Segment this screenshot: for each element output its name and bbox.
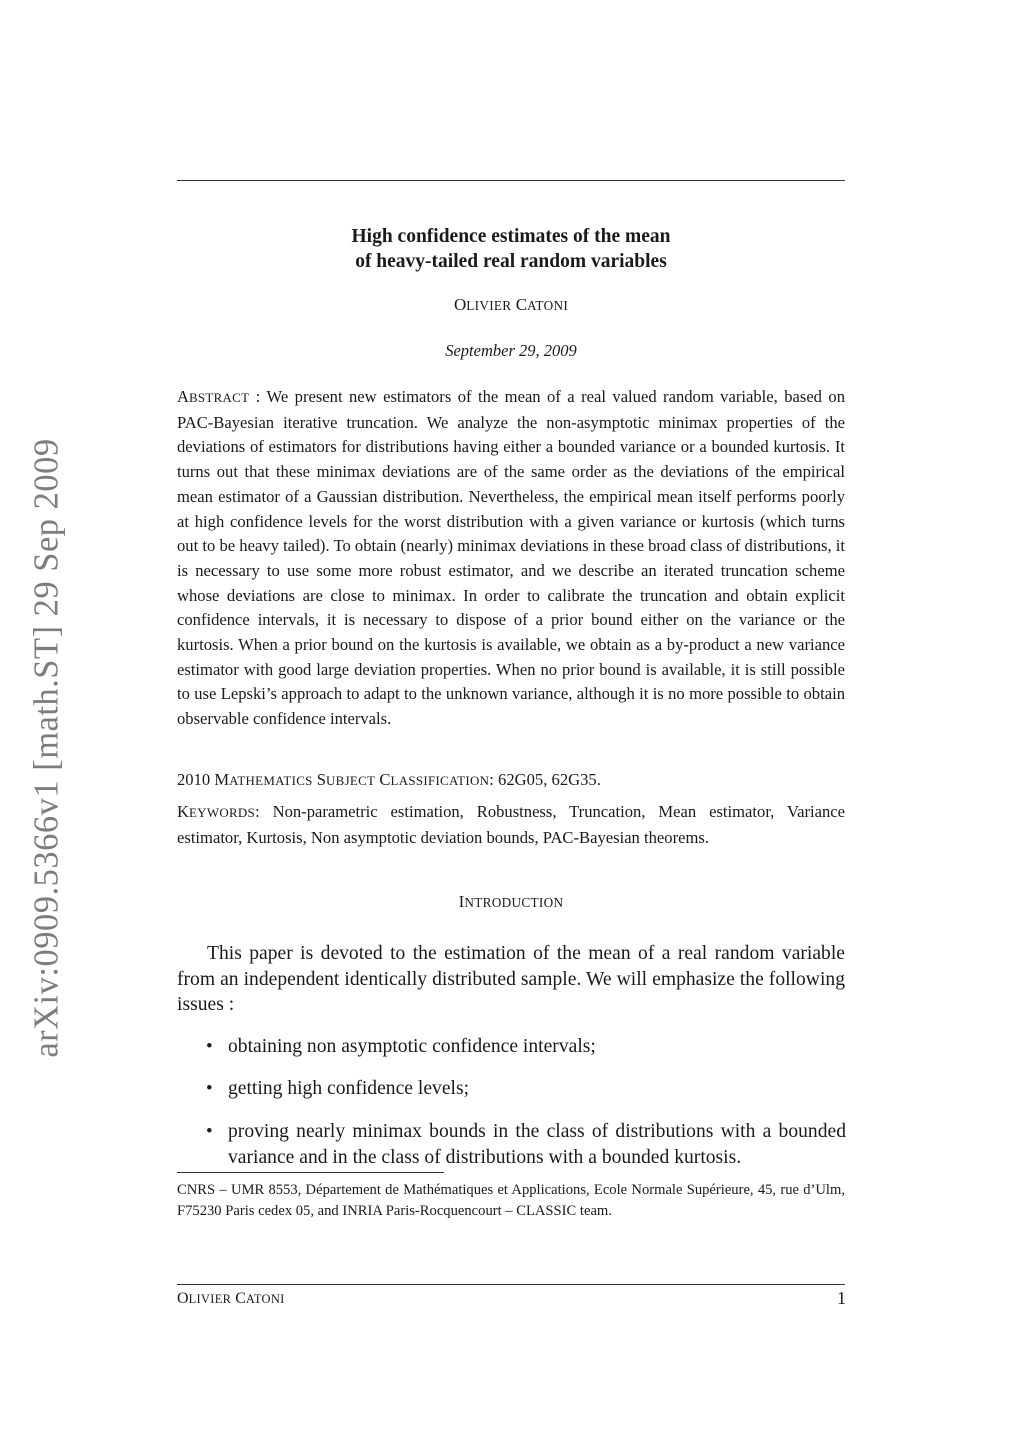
introduction-paragraph: This paper is devoted to the estimation of the mean of a real random variable from an independent identically distributed sample. We will emphasize the following issues :: [177, 943, 845, 1015]
top-rule: [177, 180, 845, 181]
arxiv-identifier: arXiv:0909.5366v1 [math.ST] 29 Sep 2009: [27, 438, 66, 1058]
keywords-label: KEYWORDS: [177, 802, 256, 821]
abstract-label: ABSTRACT: [177, 387, 250, 406]
bullet-icon: •: [206, 1036, 213, 1057]
author-name: OLIVIER CATONI: [453, 295, 569, 314]
bullet-icon: •: [206, 1078, 213, 1099]
footer-rule: [177, 1284, 845, 1285]
affiliation-footnote: CNRS – UMR 8553, Département de Mathématiques et Applications, Ecole Normale Supérieure, 45, rue d’Ulm, F75230 Paris cedex 05, and INRIA Paris-Rocquencourt – CLASSIC team.: [177, 1182, 845, 1219]
msc-codes: : 62G05, 62G35.: [489, 770, 601, 789]
abstract-text: We present new estimators of the mean of a real valued random variable, based on PAC-Bayesian iterative truncation. We analyze the non-asymptotic minimax properties of the deviations of estimators for distributions having either a bounded variance or a bounded kurtosis. It turns out that these minimax deviations are of the same order as the deviations of the empirical mean estimator of a Gaussian distribution. Nevertheless, the empirical mean itself performs poorly at high confidence levels for the worst distribution with a given variance or kurtosis (which turns out to be heavy tailed). To obtain (nearly) minimax deviations in these broad class of distributions, it is necessary to use some more robust estimator, and we describe an iterated truncation scheme whose deviations are close to minimax. In order to calibrate the truncation and obtain explicit confidence intervals, it is necessary to dispose of a prior bound either on the variance or the kurtosis. When a prior bound on the kurtosis is available, we obtain as a by-product a new variance estimator with good large deviation properties. When no prior bound is available, it is still possible to use Lepski’s approach to adapt to the unknown variance, although it is no more possible to obtain observable confidence intervals.: [177, 387, 846, 729]
keywords: [177, 800, 845, 850]
paper-date: September 29, 2009: [445, 341, 577, 360]
title-line-2: of heavy-tailed real random variables: [355, 251, 667, 272]
list-item: • proving nearly minimax bounds in the class of distributions with a bounded variance and in the class of distributions with a bounded kurtosis.: [206, 1121, 846, 1168]
abstract: ABSTRACT : We present new estimators of the mean of a real valued random variable, based on PAC-Bayesian iterative truncation. We analyze the non-asymptotic minimax properties of the deviations of estimators for distributions having either a bounded variance or a bounded kurtosis. It turns out that these minimax deviations are of the same order as the deviations of the empirical mean estimator of a Gaussian distribution. Nevertheless, the empirical mean itself performs poorly at high confidence levels for the worst distribution with a given variance or kurtosis (which turns out to be heavy tailed). To obtain (nearly) minimax deviations in these broad class of distributions, it is necessary to use some more robust estimator, and we describe an iterated truncation scheme whose deviations are close to minimax. In order to calibrate the truncation and obtain explicit confidence intervals, it is necessary to dispose of a prior bound either on the variance or the kurtosis. When a prior bound on the kurtosis is available, we obtain as a by-product a new variance estimator with good large deviation properties. When no prior bound is available, it is still possible to use Lepski’s approach to adapt to the unknown variance, although it is no more possible to obtain observable confidence intervals.: [177, 387, 846, 729]
arxiv-stamp: [0, 0, 84, 1448]
keywords-text: : Non-parametric estimation, Robustness, Truncation, Mean estimator, Variance estimator, Kurtosis, Non asymptotic deviation bounds, PAC-Bayesian theorems.: [177, 802, 845, 847]
list-item: • getting high confidence levels;: [206, 1076, 846, 1102]
page-number: 1: [837, 1288, 846, 1308]
msc-classification: 2010 MATHEMATICS SUBJECT CLASSIFICATION: 62G05, 62G35.: [177, 770, 601, 789]
footnote-rule: [177, 1172, 444, 1173]
title-line-1: High confidence estimates of the mean: [351, 226, 671, 247]
list-item: • obtaining non asymptotic confidence intervals;: [206, 1034, 846, 1060]
section-heading-introduction: INTRODUCTION: [458, 892, 564, 911]
paper-title: [176, 224, 846, 274]
bullet-icon: •: [206, 1121, 213, 1142]
footer-author: OLIVIER CATONI: [177, 1290, 285, 1307]
